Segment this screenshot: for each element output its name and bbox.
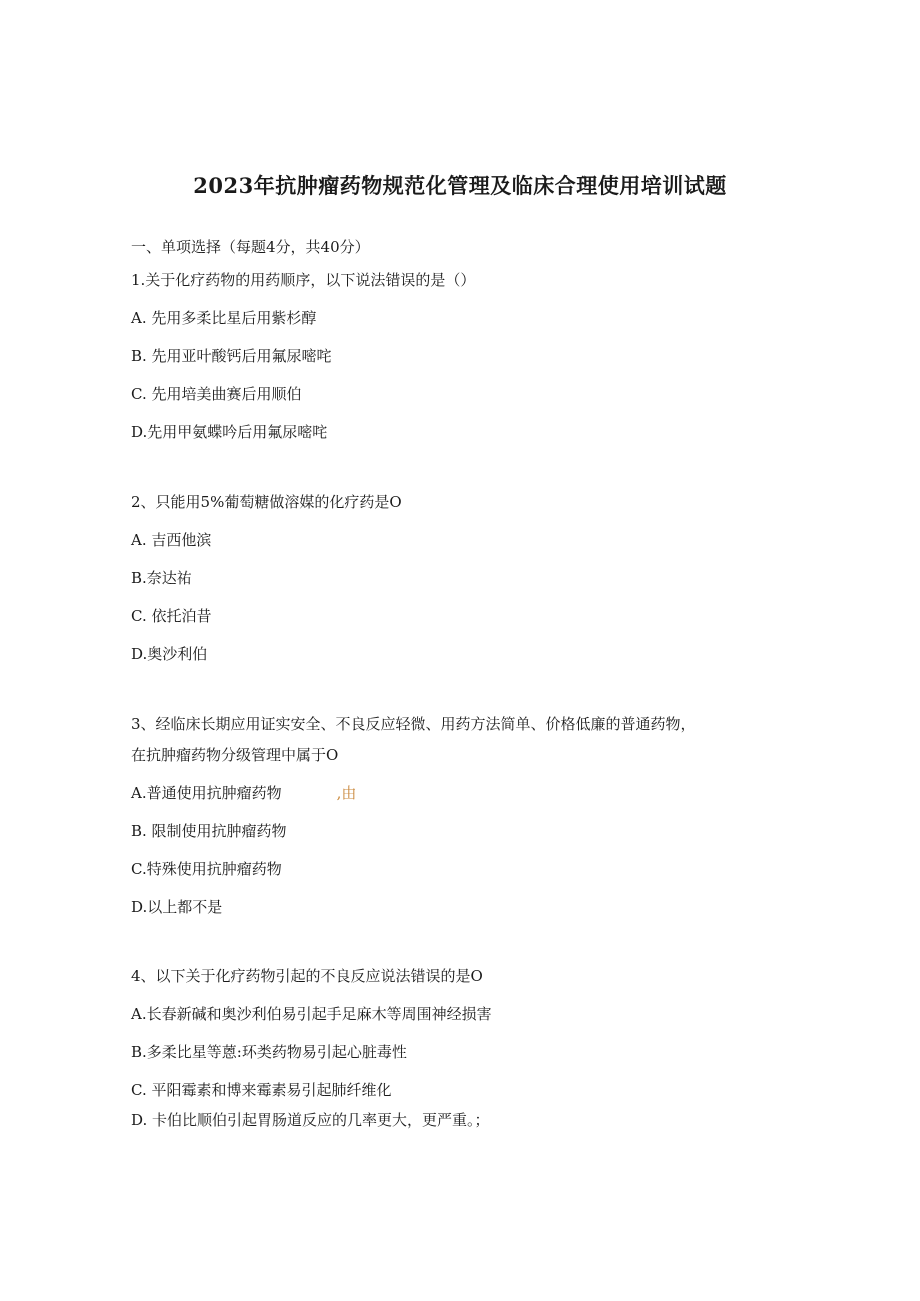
question-3-option-a <box>131 782 356 803</box>
question-4-option-c: C. 平阳霉素和博来霉素易引起肺纤维化 <box>131 1081 392 1099</box>
question-3-option-b: B. 限制使用抗肿瘤药物 <box>131 822 287 840</box>
question-1-stem: 1.关于化疗药物的用药顺序，以下说法错误的是（） <box>131 271 476 289</box>
question-3-stem: 3、经临床长期应用证实安全、不良反应轻微、用药方法简单、价格低廉的普通药物， <box>131 715 696 733</box>
question-3-stem-continued: 在抗肿瘤药物分级管理中属于O <box>131 746 339 764</box>
question-2-option-a: A. 吉西他滨 <box>131 531 212 549</box>
question-4-option-a: A.长春新碱和奥沙利伯易引起手足麻木等周围神经损害 <box>131 1005 492 1023</box>
question-4-stem: 4、以下关于化疗药物引起的不良反应说法错误的是O <box>131 967 483 985</box>
question-2-option-c: C. 依托泊昔 <box>131 607 212 625</box>
question-1-option-d: D.先用甲氨蝶吟后用氟尿嘧咤 <box>131 423 328 441</box>
question-3-option-c: C.特殊使用抗肿瘤药物 <box>131 860 282 878</box>
question-4-option-d: D. 卡伯比顺伯引起胃肠道反应的几率更大，更严重。； <box>131 1111 490 1129</box>
question-3-option-d: D.以上都不是 <box>131 898 223 916</box>
question-2-stem: 2、只能用5%葡萄糖做溶媒的化疗药是O <box>131 493 402 511</box>
question-1-option-c: C. 先用培美曲赛后用顺伯 <box>131 385 302 403</box>
question-1-option-b: B. 先用亚叶酸钙后用氟尿嘧咤 <box>131 347 332 365</box>
question-2-option-b: B.奈达祐 <box>131 569 192 587</box>
question-1-option-a: A. 先用多柔比星后用紫杉醇 <box>131 309 317 327</box>
question-3-option-a-text: A.普通使用抗肿瘤药物 <box>131 784 282 802</box>
question-2-option-d: D.奥沙利伯 <box>131 645 208 663</box>
stray-mark: ,由 <box>336 784 357 802</box>
page-title: 2023年抗肿瘤药物规范化管理及临床合理使用培训试题 <box>193 173 727 198</box>
question-4-option-b: B.多柔比星等蒽:环类药物易引起心脏毒性 <box>131 1043 407 1061</box>
section-heading: 一、单项选择（每题4分，共40分） <box>131 238 370 256</box>
